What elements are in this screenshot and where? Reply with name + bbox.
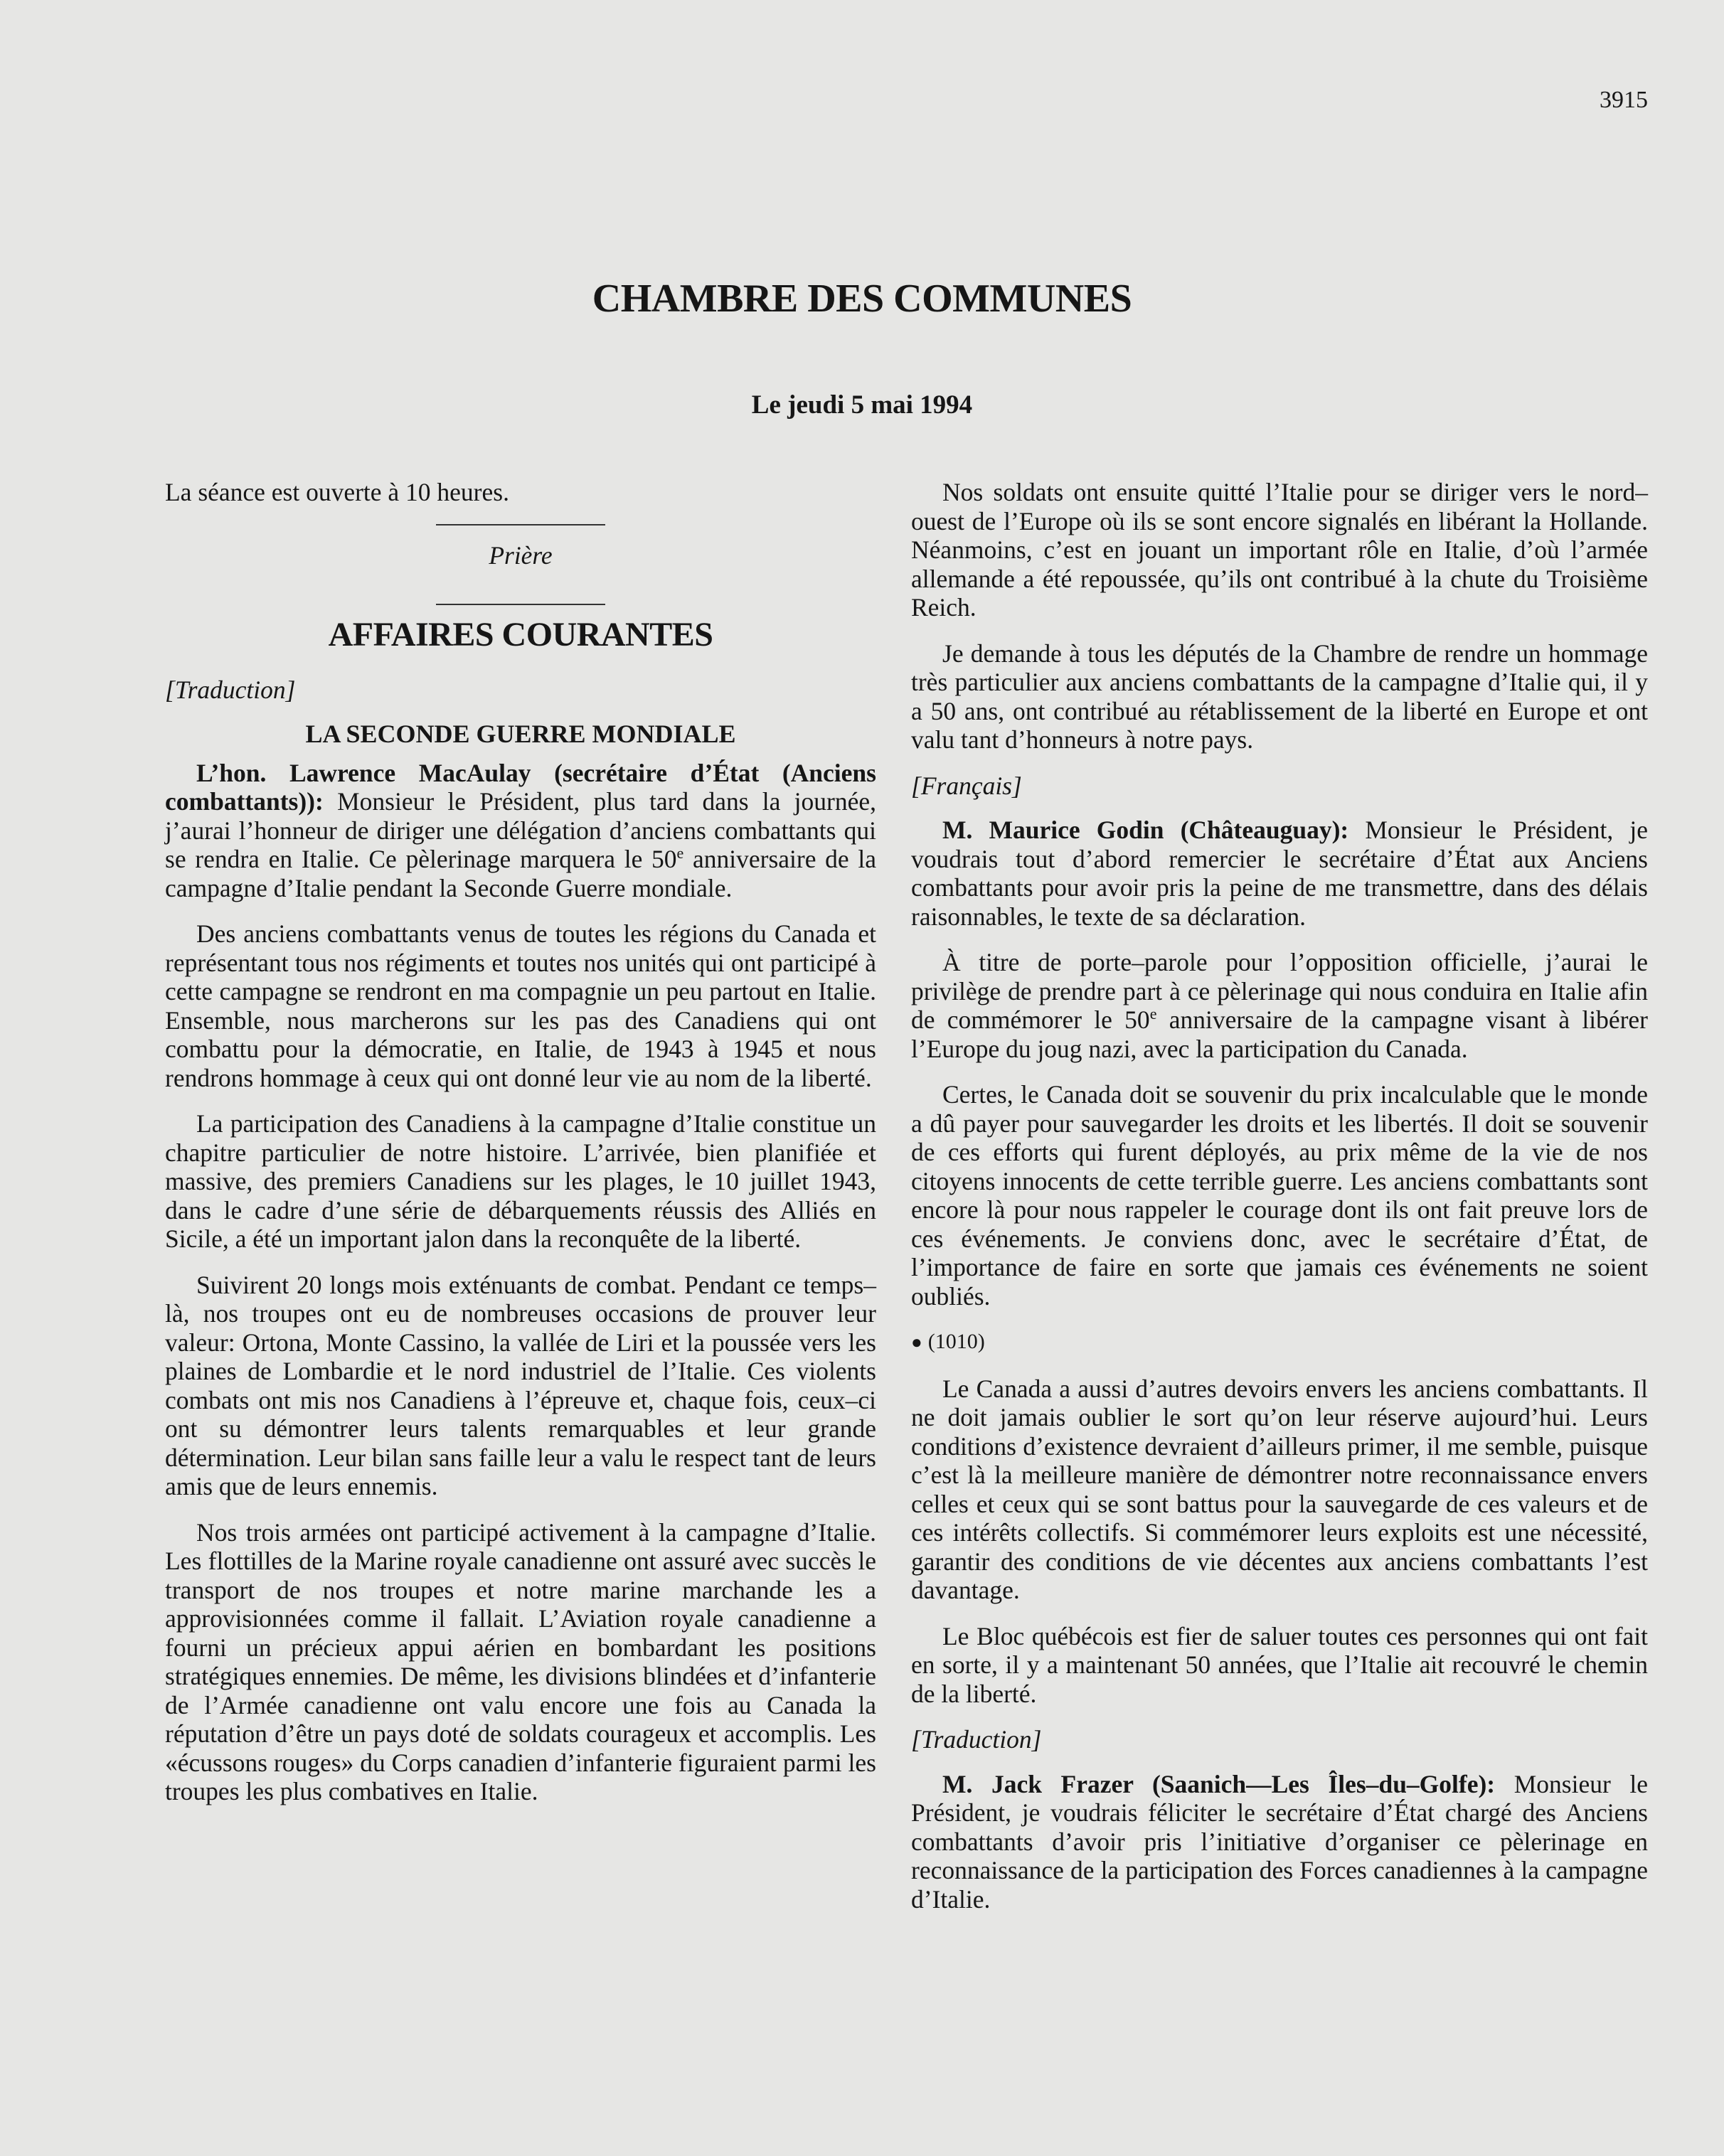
speaker-name: M. Maurice Godin (Châteauguay): xyxy=(942,816,1349,844)
paragraph: Je demande à tous les députés de la Chambre de rendre un hommage très particulier aux anciens combattants de la campagne d’Italie qui, il y a 50 ans, ont contribué au rétablissement de la liberté en Europe et ont valu tant d’honneurs à notre pays. xyxy=(911,639,1648,754)
ordinal-suffix: e xyxy=(1149,1005,1157,1023)
speech-frazer xyxy=(911,1770,1648,1914)
prayer-heading: Prière xyxy=(489,540,553,570)
paragraph-text-continued: anniversaire de la campagne visant à libérer l’Europe du joug nazi, avec la participation du Canada. xyxy=(911,1005,1648,1063)
divider-top xyxy=(436,524,605,525)
left-column xyxy=(165,478,876,1823)
section-title: AFFAIRES COURANTES xyxy=(328,616,713,653)
paragraph: La participation des Canadiens à la campagne d’Italie constitue un chapitre particulier de notre histoire. L’arrivée, bien planifiée et massive, des premiers Canadiens sur les plages, le 10 juillet 1943, dans le cadre d’une série de débarquements réussis des Alliés en Sicile, a été un important jalon dans la reconquête de la liberté. xyxy=(165,1109,876,1253)
paragraph: Le Bloc québécois est fier de saluer toutes ces personnes qui ont fait en sorte, il y a maintenant 50 années, que l’Italie ait recouvré le chemin de la liberté. xyxy=(911,1621,1648,1708)
speech-godin xyxy=(911,816,1648,931)
document-title: CHAMBRE DES COMMUNES xyxy=(592,277,1132,321)
opening-statement: La séance est ouverte à 10 heures. xyxy=(165,478,509,506)
speech-text-continued: anniversaire de la campagne d’Italie pendant la Seconde Guerre mondiale. xyxy=(165,845,876,902)
right-column xyxy=(911,478,1648,1931)
paragraph: Des anciens combattants venus de toutes les régions du Canada et représentant tous nos régiments et toutes nos unités qui ont participé à cette campagne se rendront en ma compagnie un peu partout en Italie. Ensemble, nous marcherons sur les pas des Canadiens qui ont combattu pour la démocratie, en Italie, de 1943 à 1945 et nous rendrons hommage à ceux qui ont donné leur vie au nom de la liberté. xyxy=(165,919,876,1092)
translation-tag: [Traduction] xyxy=(911,1725,1042,1754)
time-marker xyxy=(911,1328,1648,1357)
paragraph xyxy=(911,948,1648,1063)
sitting-date: Le jeudi 5 mai 1994 xyxy=(751,390,973,420)
page-number: 3915 xyxy=(1600,87,1648,113)
paragraph: Nos soldats ont ensuite quitté l’Italie pour se diriger vers le nord–ouest de l’Europe où ils se sont encore signalés en libérant la Hollande. Néanmoins, c’est en jouant un important rôle en Italie, d’où l’armée allemande a été repoussée, qu’ils ont contribué à la chute du Troisième Reich. xyxy=(911,478,1648,621)
speaker-name: M. Jack Frazer (Saanich—Les Îles–du–Golfe): xyxy=(942,1769,1496,1798)
speech-text: Monsieur le Président, je voudrais tout d’abord remercier le secrétaire d’État aux Anciens combattants pour avoir pris la peine de me transmettre, dans des délais raisonnables, le texte de sa déclaration. xyxy=(911,816,1648,931)
paragraph: Le Canada a aussi d’autres devoirs envers les anciens combattants. Il ne doit jamais oublier le sort qu’on leur réserve aujourd’hui. Leurs conditions d’existence devraient d’ailleurs primer, il me semble, puisque c’est là la meilleure manière de démontrer notre reconnaissance envers celles et ceux qui se sont battus pour la sauvegarde de ces valeurs et de ces intérêts collectifs. Si commémorer leurs exploits est une nécessité, garantir des conditions de vie décentes aux anciens combattants l’est davantage. xyxy=(911,1374,1648,1604)
speaker-name: L’hon. Lawrence MacAulay (secrétaire d’État (Anciens combattants)): xyxy=(165,758,876,816)
subsection-title: LA SECONDE GUERRE MONDIALE xyxy=(305,720,736,748)
ordinal-suffix: e xyxy=(676,844,684,863)
time-stamp: (1010) xyxy=(927,1330,985,1353)
paragraph: Certes, le Canada doit se souvenir du prix incalculable que le monde a dû payer pour sauvegarder les droits et les libertés. Il doit se souvenir de ces efforts qui furent déployés, au prix même de la vie de nos citoyens innocents de cette terrible guerre. Les anciens combattants sont encore là pour nous rappeler le courage dont ils ont fait preuve lors de ces événements. Je conviens donc, avec le secrétaire d’État, de l’importance de faire en sorte que jamais ces événements ne soient oubliés. xyxy=(911,1080,1648,1311)
paragraph: Nos trois armées ont participé activement à la campagne d’Italie. Les flottilles de la Marine royale canadienne ont assuré avec succès le transport de nos troupes et notre marine marchande les a approvisionnées comme il fallait. L’Aviation royale canadienne a fourni un précieux appui aérien en bombardant les positions stratégiques ennemies. De même, les divisions blindées et d’infanterie de l’Armée canadienne ont valu encore une fois au Canada la réputation d’être un pays doté de soldats courageux et accomplis. Les «écussons rouges» du Corps canadien d’infanterie figuraient parmi les troupes les plus combatives en Italie. xyxy=(165,1517,876,1805)
speech-macaulay xyxy=(165,759,876,903)
translation-tag: [Traduction] xyxy=(165,675,296,704)
speech-text: Monsieur le Président, je voudrais féliciter le secrétaire d’État chargé des Anciens combattants d’avoir pris l’initiative d’organiser ce pèlerinage en reconnaissance de la participation des Forces canadiennes à la campagne d’Italie. xyxy=(911,1769,1648,1914)
speech-text: Monsieur le Président, plus tard dans la journée, j’aurai l’honneur de diriger une délégation d’anciens combattants qui se rendra en Italie. Ce pèlerinage marquera le 50 xyxy=(165,787,876,873)
french-tag: [Français] xyxy=(911,771,1022,800)
bullet-icon: ● xyxy=(911,1332,922,1352)
divider-bottom xyxy=(436,604,605,605)
paragraph: Suivirent 20 longs mois exténuants de combat. Pendant ce temps–là, nos troupes ont eu de nombreuses occasions de prouver leur valeur: Ortona, Monte Cassino, la vallée de Liri et la poussée vers les plaines de Lombardie et le nord industriel de l’Italie. Ces violents combats ont mis nos Canadiens à l’épreuve et, chaque fois, ceux–ci ont su démontrer leurs talents remarquables et leur grande détermination. Leur bilan sans faille leur a valu le respect tant de leurs amis que de leurs ennemis. xyxy=(165,1270,876,1500)
paragraph-text: À titre de porte–parole pour l’opposition officielle, j’aurai le privilège de prendre part à ce pèlerinage qui nous conduira en Italie afin de commémorer le 50 xyxy=(911,948,1648,1034)
